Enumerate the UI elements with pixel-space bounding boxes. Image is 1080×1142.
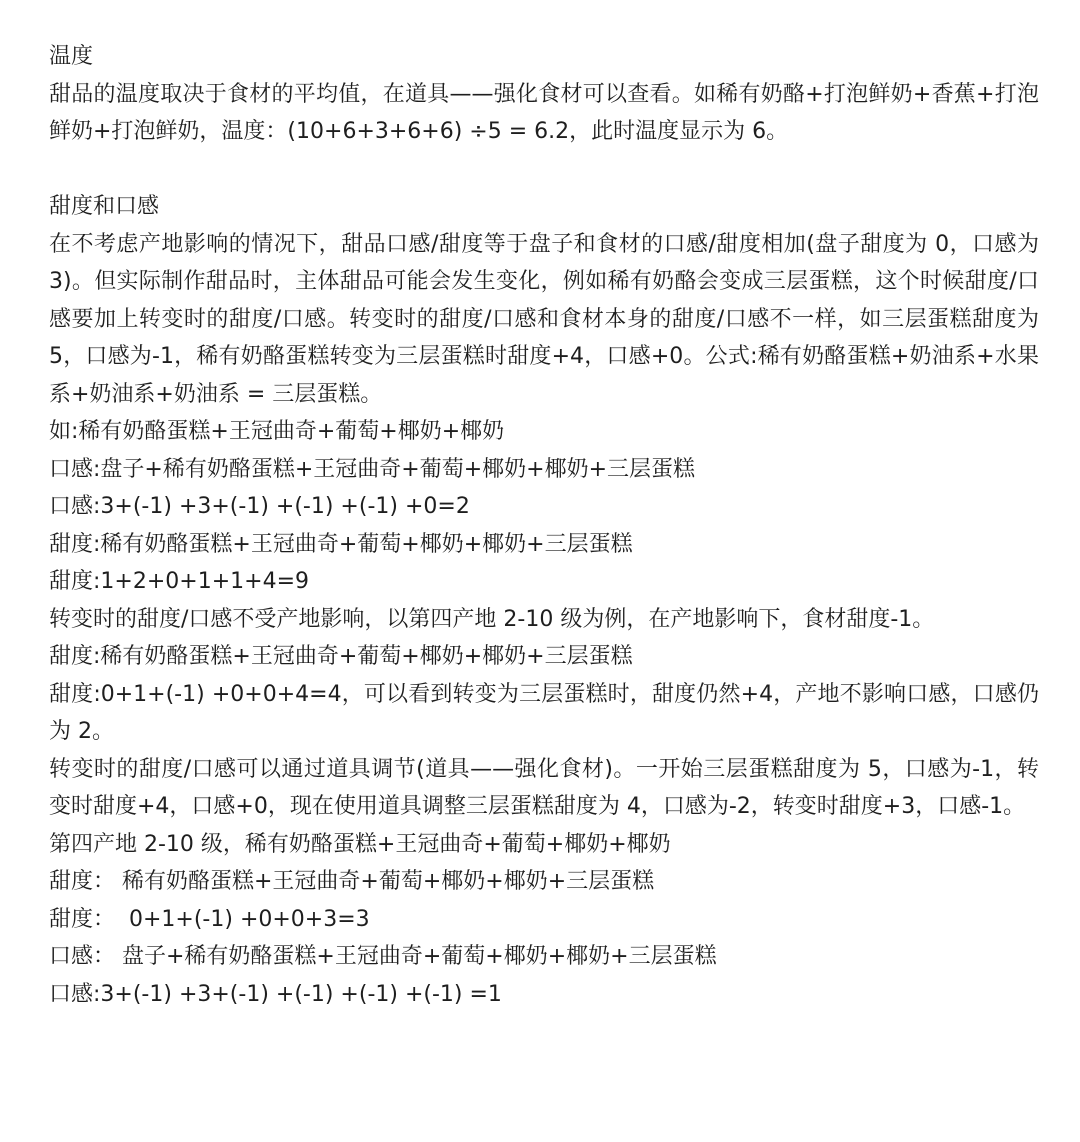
tool-adjust-note: 转变时的甜度/口感可以通过道具调节(道具——强化食材)。一开始三层蛋糕甜度为 5，口感为-1，转变时甜度+4，口感+0，现在使用道具调整三层蛋糕甜度为 4，口感为-2，转变时甜度+3，口感-1。	[49, 756, 1039, 819]
example1-recipe: 如:稀有奶酪蛋糕+王冠曲奇+葡萄+椰奶+椰奶	[49, 419, 505, 444]
example2-sweet-items: 甜度:稀有奶酪蛋糕+王冠曲奇+葡萄+椰奶+椰奶+三层蛋糕	[49, 644, 633, 669]
sweetness-heading: 甜度和口感	[49, 194, 160, 219]
example1-texture-items: 口感:盘子+稀有奶酪蛋糕+王冠曲奇+葡萄+椰奶+椰奶+三层蛋糕	[49, 456, 696, 482]
example3-texture-calc: 口感:3+(-1) +3+(-1) +(-1) +(-1) +(-1) =1	[49, 981, 502, 1007]
sweetness-intro-paragraph: 在不考虑产地影响的情况下，甜品口感/甜度等于盘子和食材的口感/甜度相加(盘子甜度为 0，口感为 3)。但实际制作甜品时，主体甜品可能会发生变化，例如稀有奶酪会变成三层蛋糕，这个时候甜度/口感要加上转变时的甜度/口感。转变时的甜度/口感和食材本身的甜度/口感不一样，如三层蛋糕甜度为 5，口感为-1，稀有奶酪蛋糕转变为三层蛋糕时甜度+4，口感+0。公式:稀有奶酪蛋糕+奶油系+水果系+奶油系+奶油系 = 三层蛋糕。	[49, 231, 1039, 407]
section-spacer	[49, 151, 1039, 189]
example3-texture-items: 口感： 盘子+稀有奶酪蛋糕+王冠曲奇+葡萄+椰奶+椰奶+三层蛋糕	[49, 944, 717, 969]
example1-sweet-calc: 甜度:1+2+0+1+1+4=9	[49, 569, 309, 594]
temperature-heading: 温度	[49, 44, 94, 69]
example3-recipe: 第四产地 2-10 级，稀有奶酪蛋糕+王冠曲奇+葡萄+椰奶+椰奶	[49, 831, 671, 857]
temperature-paragraph: 甜品的温度取决于食材的平均值，在道具——强化食材可以查看。如稀有奶酪+打泡鲜奶+香蕉+打泡鲜奶+打泡鲜奶，温度：(10+6+3+6+6) ÷5 = 6.2，此时温度显示为 6。	[49, 81, 1039, 144]
example3-sweet-calc: 甜度： 0+1+(-1) +0+0+3=3	[49, 906, 370, 932]
example3-sweet-items: 甜度： 稀有奶酪蛋糕+王冠曲奇+葡萄+椰奶+椰奶+三层蛋糕	[49, 869, 655, 894]
example1-texture-calc: 口感:3+(-1) +3+(-1) +(-1) +(-1) +0=2	[49, 494, 470, 519]
example1-sweet-items: 甜度:稀有奶酪蛋糕+王冠曲奇+葡萄+椰奶+椰奶+三层蛋糕	[49, 531, 633, 557]
example2-sweet-calc: 甜度:0+1+(-1) +0+0+4=4，可以看到转变为三层蛋糕时，甜度仍然+4，产地不影响口感，口感仍为 2。	[49, 681, 1039, 744]
origin-note: 转变时的甜度/口感不受产地影响，以第四产地 2-10 级为例，在产地影响下，食材甜度-1。	[49, 606, 935, 632]
document-body	[49, 38, 1039, 1013]
